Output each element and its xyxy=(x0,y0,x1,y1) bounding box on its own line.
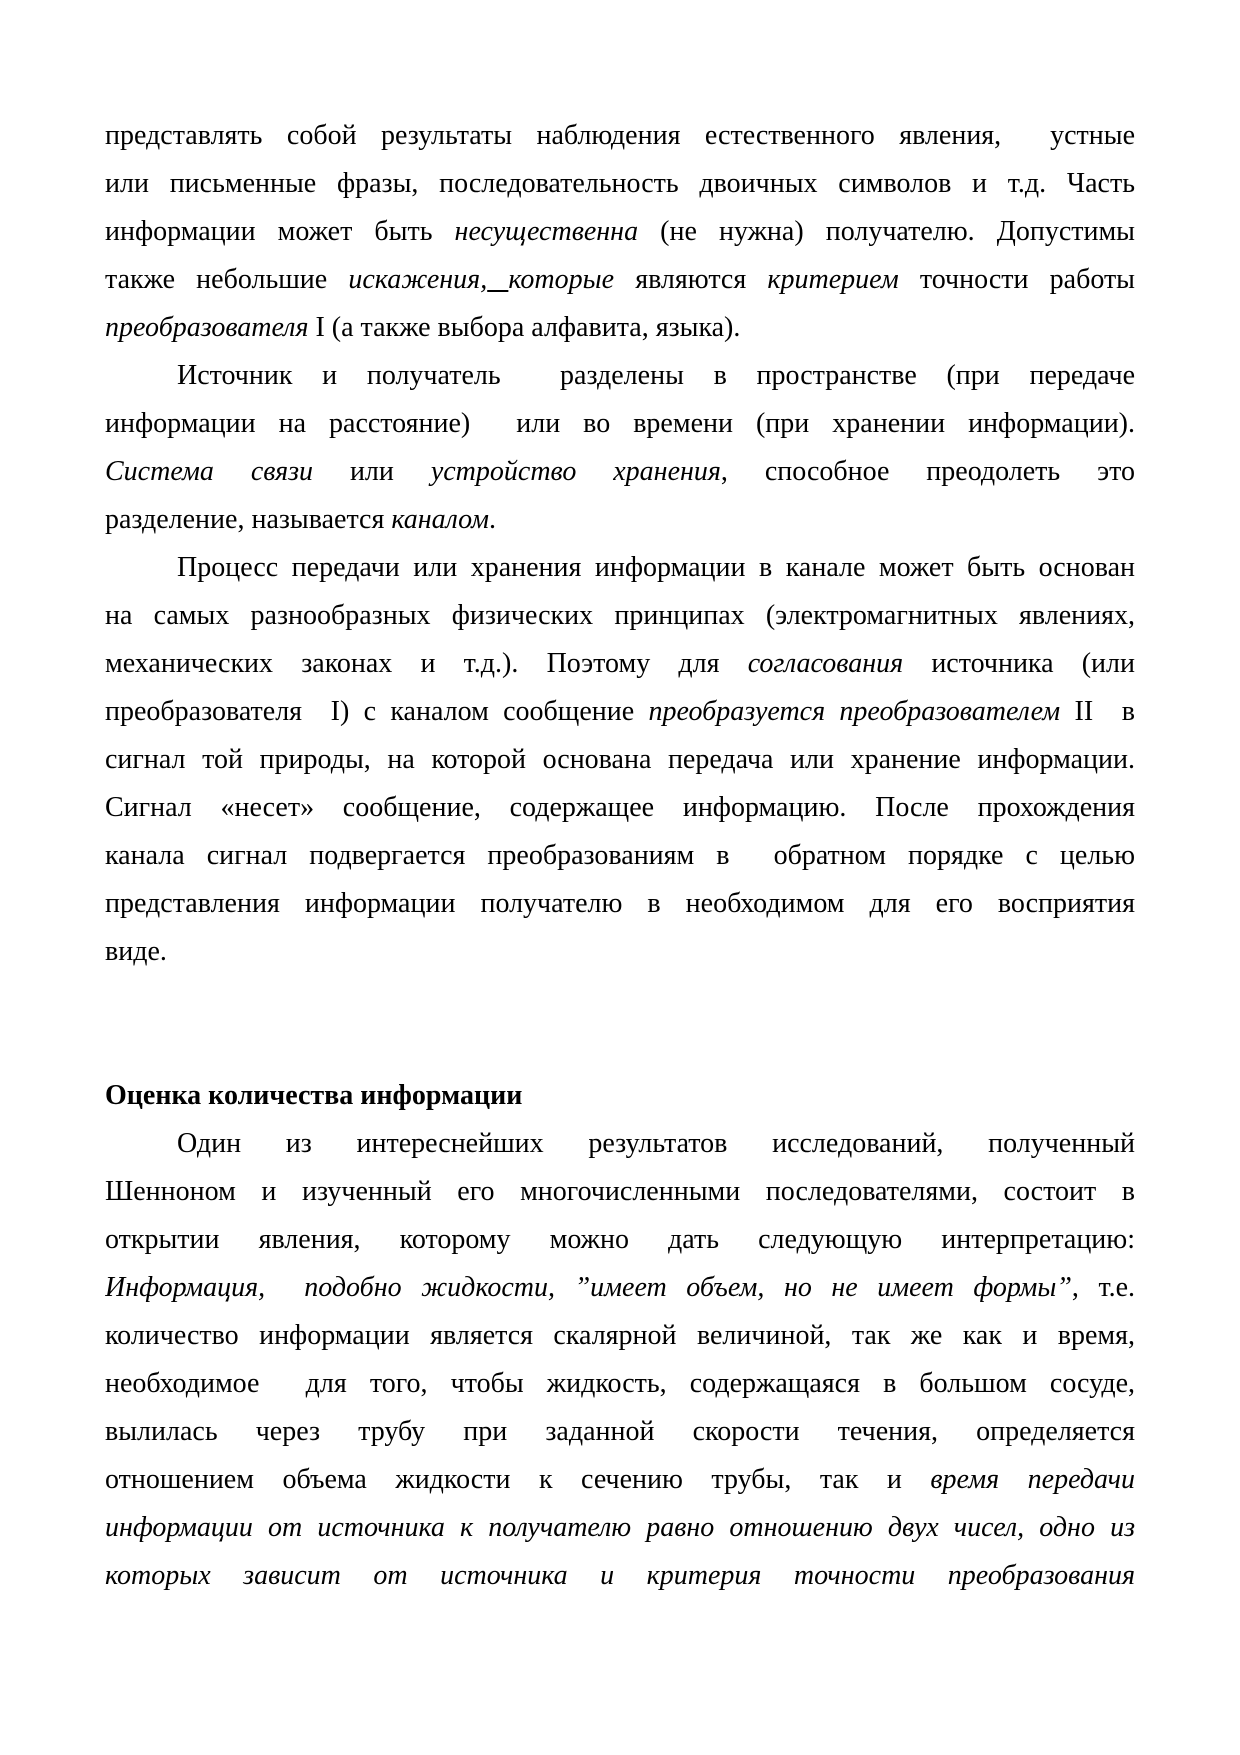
text-segment: . xyxy=(489,504,496,535)
text-segment: каналом xyxy=(391,504,489,535)
text-line xyxy=(105,928,1135,976)
section-heading: Оценка количества информации xyxy=(105,1080,523,1111)
text-segment: отношением объема жидкости к сечению трубы, так и xyxy=(105,1464,931,1495)
text-segment: согласования xyxy=(747,648,904,679)
text-segment: I (а также выбора алфавита, языка). xyxy=(308,312,741,343)
text-segment: , т.е. xyxy=(1071,1272,1135,1303)
text-segment: информации на расстояние) или во времени (при хранении информации). xyxy=(105,408,1135,439)
text-segment: несущественна xyxy=(454,216,639,247)
text-segment: , способное преодолеть это xyxy=(720,456,1135,487)
text-segment: точности работы xyxy=(898,264,1135,295)
text-segment: количество информации является скалярной величиной, так же как и время, xyxy=(105,1320,1135,1351)
text-line xyxy=(105,1264,1135,1312)
text-line xyxy=(105,592,1135,640)
text-segment: информации может быть xyxy=(105,216,455,247)
text-line xyxy=(105,352,1135,400)
text-segment: Информация, подобно жидкости, ”имеет объем, но не имеет формы” xyxy=(105,1272,1072,1303)
text-segment: искажения, xyxy=(348,264,488,295)
text-segment: открытии явления, которому можно дать следующую интерпретацию: xyxy=(105,1224,1135,1255)
text-segment: виде. xyxy=(105,936,167,967)
text-segment: Система связи xyxy=(105,456,314,487)
text-segment: канала сигнал подвергается преобразованиям в обратном порядке с целью xyxy=(105,840,1135,871)
text-line xyxy=(105,1312,1135,1360)
text-segment: необходимое для того, чтобы жидкость, содержащаяся в большом сосуде, xyxy=(105,1368,1135,1399)
text-line xyxy=(105,256,1135,304)
text-line xyxy=(105,1360,1135,1408)
text-segment xyxy=(487,264,508,295)
text-segment: устройство хранения xyxy=(430,456,721,487)
text-segment: представления информации получателю в необходимом для его восприятия xyxy=(105,888,1135,919)
text-segment: источника (или xyxy=(903,648,1135,679)
text-segment: сигнал той природы, на которой основана передача или хранение информации. xyxy=(105,744,1135,775)
text-segment: или письменные фразы, последовательность двоичных символов и т.д. Часть xyxy=(105,168,1135,199)
paragraph xyxy=(105,352,1135,544)
paragraph-spacer xyxy=(105,976,1135,1072)
text-segment: преобразователя xyxy=(105,312,309,343)
paragraph xyxy=(105,112,1135,352)
text-segment: критерием xyxy=(767,264,899,295)
text-line xyxy=(105,400,1135,448)
text-line xyxy=(105,736,1135,784)
text-segment: которые xyxy=(508,264,615,295)
text-line xyxy=(105,784,1135,832)
text-segment: преобразуется преобразователем xyxy=(648,696,1061,727)
text-line xyxy=(105,880,1135,928)
document-content xyxy=(105,112,1135,1600)
text-segment: также небольшие xyxy=(105,264,349,295)
text-line xyxy=(105,832,1135,880)
text-line xyxy=(105,160,1135,208)
text-line xyxy=(105,1504,1135,1552)
text-line xyxy=(105,1552,1135,1600)
text-segment: являются xyxy=(614,264,768,295)
text-segment: Процесс передачи или хранения информации в канале может быть основан xyxy=(177,552,1135,583)
text-segment: представлять собой результаты наблюдения естественного явления, устные xyxy=(105,120,1135,151)
text-segment: преобразователя I) с каналом сообщение xyxy=(105,696,649,727)
text-line xyxy=(105,1168,1135,1216)
text-segment: или xyxy=(313,456,431,487)
text-segment: которых зависит от источника и критерия точности преобразования xyxy=(105,1560,1135,1591)
text-segment: Сигнал «несет» сообщение, содержащее информацию. После прохождения xyxy=(105,792,1135,823)
text-segment: время передачи xyxy=(930,1464,1135,1495)
text-segment: вылилась через трубу при заданной скорости течения, определяется xyxy=(105,1416,1135,1447)
text-line xyxy=(105,1408,1135,1456)
text-line xyxy=(105,1216,1135,1264)
text-line xyxy=(105,304,1135,352)
text-line xyxy=(105,544,1135,592)
text-line xyxy=(105,496,1135,544)
text-segment: (не нужна) получателю. Допустимы xyxy=(638,216,1135,247)
text-line xyxy=(105,688,1135,736)
text-line xyxy=(105,448,1135,496)
text-segment: Источник и получатель разделены в пространстве (при передаче xyxy=(177,360,1135,391)
text-line xyxy=(105,1456,1135,1504)
text-segment: II в xyxy=(1060,696,1135,727)
text-line xyxy=(105,208,1135,256)
paragraph xyxy=(105,544,1135,976)
paragraph xyxy=(105,1120,1135,1600)
text-line xyxy=(105,112,1135,160)
text-segment: Шенноном и изученный его многочисленными последователями, состоит в xyxy=(105,1176,1135,1207)
text-segment: Один из интереснейших результатов исследований, полученный xyxy=(177,1128,1135,1159)
text-line xyxy=(105,1120,1135,1168)
text-segment: информации от источника к получателю равно отношению двух чисел, одно из xyxy=(105,1512,1135,1543)
text-segment: разделение, называется xyxy=(105,504,392,535)
text-segment: механических законах и т.д.). Поэтому для xyxy=(105,648,748,679)
text-line xyxy=(105,640,1135,688)
text-segment: на самых разнообразных физических принципах (электромагнитных явлениях, xyxy=(105,600,1135,631)
